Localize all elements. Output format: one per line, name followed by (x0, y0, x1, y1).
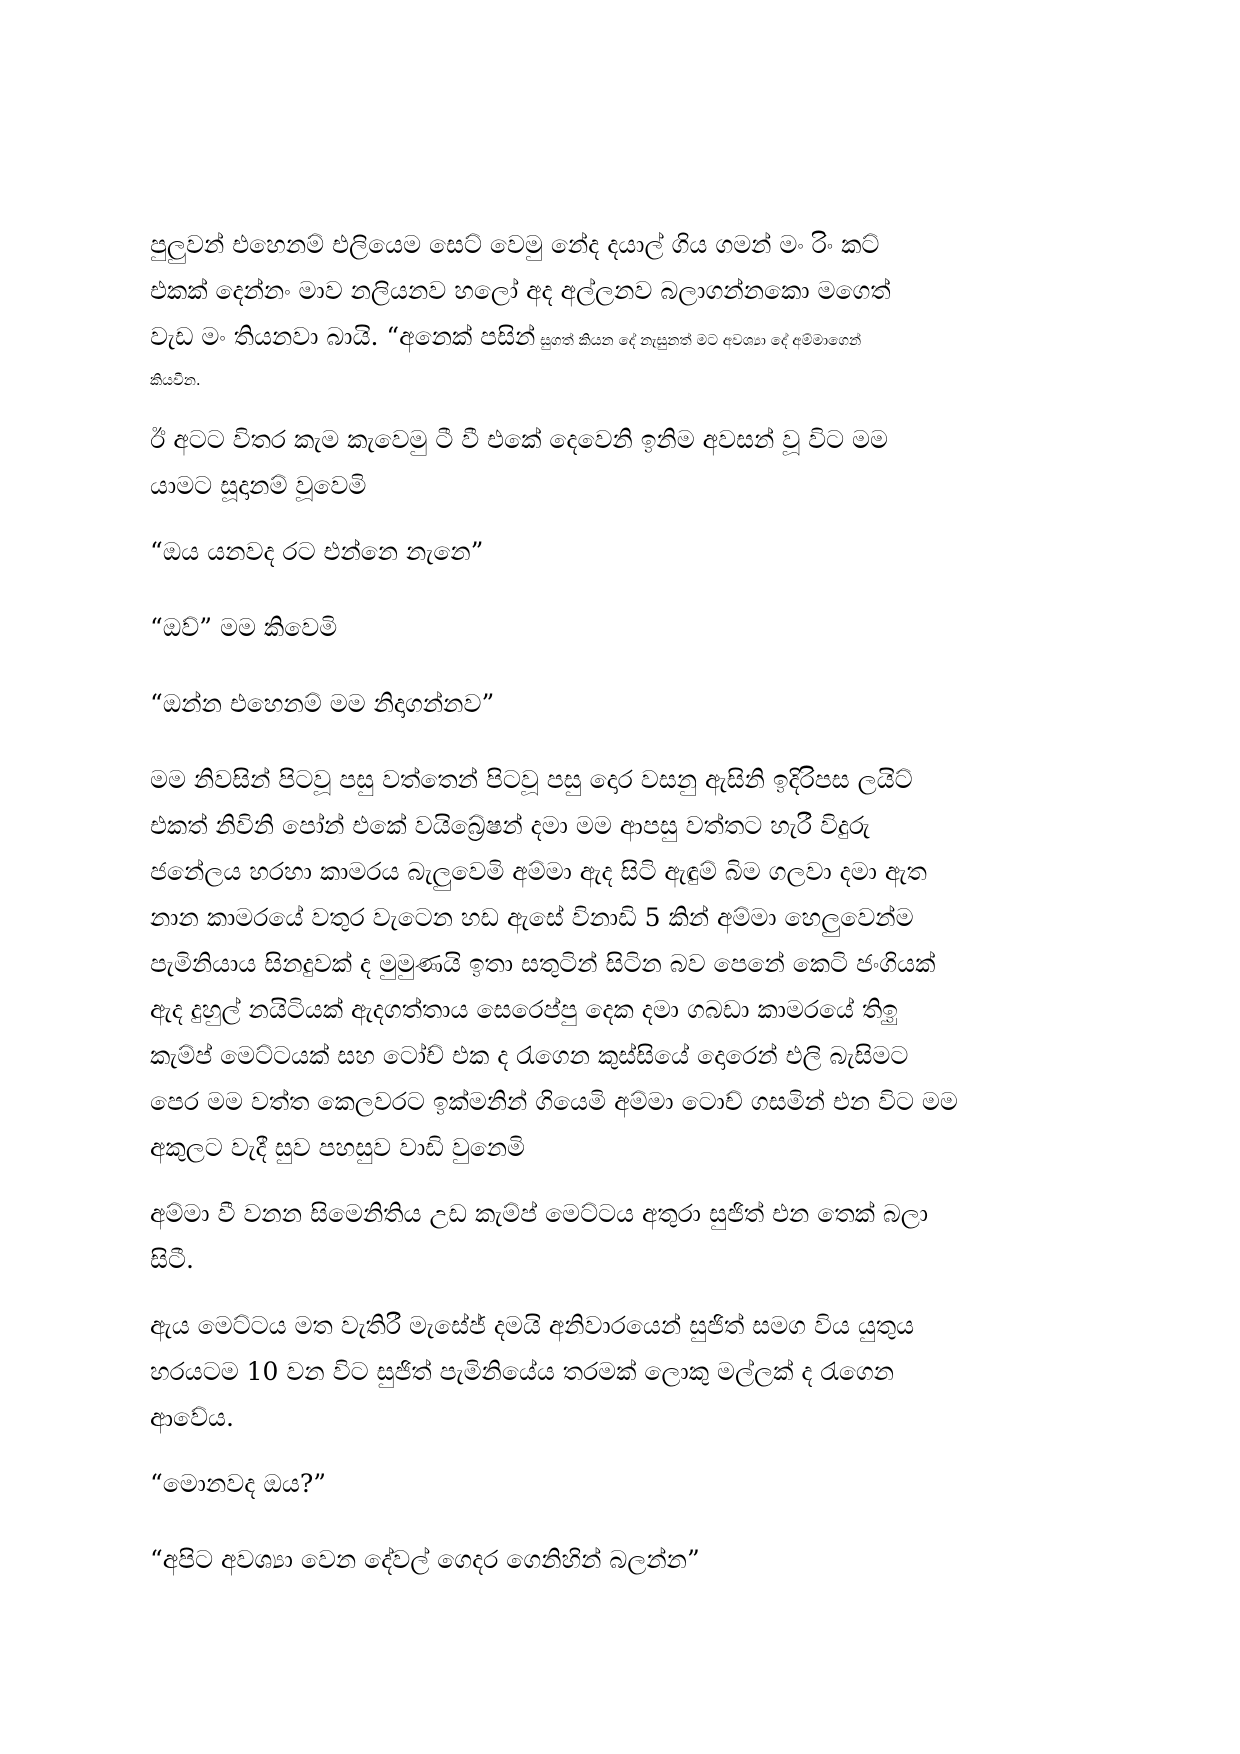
paragraph-3 (150, 757, 1110, 1171)
text-line: “ඔන්න එහෙනම් මම නිදාගන්නව” (150, 689, 495, 718)
text-line (150, 314, 1110, 363)
text-line: “අපිට අවශ්‍යා වෙන දේවල් ගෙදර ගෙනිහින් බලන්න” (150, 1545, 700, 1574)
text-line: එකත් නිවිනි පෝන් එකේ වයිබ්‍රේෂන් දමා මම ආපසු වත්තට හැරී විදුරු (150, 811, 870, 840)
paragraph-4 (150, 1191, 1110, 1283)
text-line: ජනේලය හරහා කාමරය බැලුවෙමි අම්මා ඇද සිටි ඇඳුම් බිම ගලවා දමා ඇත (150, 857, 927, 886)
text-line: ඇය මෙට්ටය මත වැතිරී මැසේජ් දමයි අනිවාරයෙන් සුජිත් සමග විය යුතුය (150, 1311, 915, 1340)
text-run: වැඩ මං තියනවා බායි. “අනෙක් පසින් (150, 322, 536, 351)
dialog-line-5 (150, 1537, 1110, 1583)
text-line: ඊ අටට විතර කැම කැවෙමු ටී වී එකේ දෙවෙනි ඉනිම අවසන් වූ විට මම (150, 425, 888, 454)
text-line: “ඔය යනවද රට එන්නෙ නැනෙ” (150, 537, 484, 566)
text-line: සිටී. (150, 1245, 194, 1274)
text-line: කැම්ප් මෙට්ටයක් සහ ටෝච් එක ද රැගෙන කුස්සියේ දොරෙන් එලි බැසිමට (150, 1041, 909, 1070)
text-line: අකුලට වැදී සුව පහසුව වාඩි වුනෙමි (150, 1133, 526, 1162)
text-line: “මොනවද ඔය?” (150, 1469, 327, 1498)
text-line: පුලුවන් එහෙනම් එලියෙම සෙට් වෙමු නේද දයාල් ගිය ගමන් මං රිං කට් (150, 230, 880, 259)
dialog-line-4 (150, 1461, 1110, 1507)
text-line: යාමට සූදානම් වූවෙමි (150, 471, 367, 500)
dialog-line-2 (150, 605, 1110, 651)
document-body (150, 222, 1110, 1613)
paragraph-2 (150, 417, 1110, 509)
text-line: “ඔව්” මම කිවෙමි (150, 613, 338, 642)
text-line: ආවේය. (150, 1403, 234, 1432)
paragraph-5 (150, 1303, 1110, 1441)
text-line: එකක් දෙන්නං මාව නලියනව හලෝ අද අල්ලනව බලාගන්නකො මගෙත් (150, 276, 891, 305)
text-line: අම්මා වී වනන සිමෙනිතිය උඩ කැම්ප් මෙට්ටය අතුරා සුජිත් එන තෙක් බලා (150, 1199, 929, 1228)
text-line: මම නිවසින් පිටවූ පසු වත්තෙන් පිටවූ පසු දොර වසනු ඇසිනි ඉදිරිපස ලයිට් (150, 765, 913, 794)
dialog-line-1 (150, 529, 1110, 575)
dialog-line-3 (150, 681, 1110, 727)
text-line: නාන කාමරයේ වතුර වැටෙන හඩ ඇසේ විනාඩි 5 කින් අම්මා හෙලුවෙන්ම (150, 903, 914, 932)
text-line: පැමිනියාය සිනදුවක් ද මුමුණයි ඉතා සතුටින් සිටින බව පෙනේ කෙටි ජංගියක් (150, 949, 936, 978)
text-line: ඇද දුහුල් නයිටියක් ඇදගත්තාය සෙරෙප්පු දෙක දමා ගබඩා කාමරයේ තිඉු (150, 995, 898, 1024)
small-text-line: කියවීන. (150, 371, 201, 389)
paragraph-1 (150, 222, 1110, 397)
text-line: හරයටම 10 වන විට සුජිත් පැමිනියේය තරමක් ලොකු මල්ලක් ද රැගෙන (150, 1357, 895, 1386)
text-line: පෙර මම වත්ත කෙලවරට ඉක්මනින් ගියෙමි අම්මා ටොච් ගසමින් එන විට මම (150, 1087, 958, 1116)
small-text-run: සුගත් කියන දේ නැසුනත් මට අවශ්‍යා දේ අම්මාගෙන් (535, 331, 862, 349)
